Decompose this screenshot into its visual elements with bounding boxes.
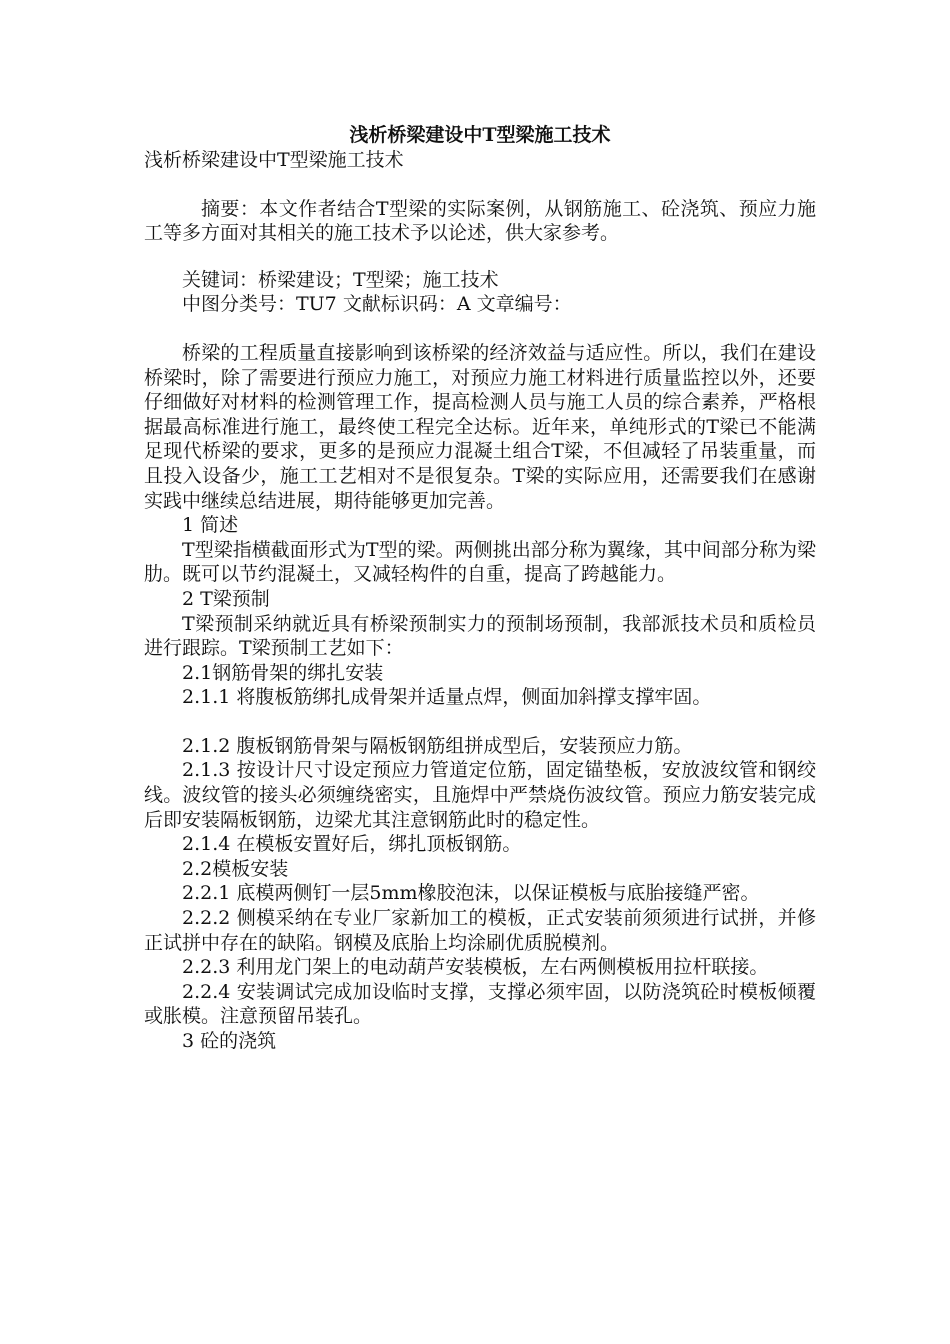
section-2-1-3-paragraph: 2.1.3 按设计尺寸设定预应力管道定位筋，固定锚垫板，安放波纹管和钢绞线。波纹管的接头必须缠绕密实，且施焊中严禁烧伤波纹管。预应力筋安装完成后即安装隔板钢筋，边梁尤其注意钢筋此时的稳定性。	[144, 759, 816, 831]
section-2-1-2-paragraph: 2.1.2 腹板钢筋骨架与隔板钢筋组拼成型后，安装预应力筋。	[182, 734, 693, 757]
document-subtitle: 浅析桥梁建设中T型梁施工技术	[144, 149, 404, 171]
section-2-2-3-paragraph: 2.2.3 利用龙门架上的电动葫芦安装模板，左右两侧模板用拉杆联接。	[182, 956, 769, 979]
keywords-line: 关键词：桥梁建设；T型梁；施工技术	[182, 268, 499, 291]
section-2-1-4-paragraph: 2.1.4 在模板安置好后，绑扎顶板钢筋。	[182, 833, 522, 856]
section-1-heading: 1 简述	[182, 514, 239, 537]
section-2-heading: 2 T梁预制	[182, 587, 270, 610]
section-3-heading: 3 砼的浇筑	[182, 1030, 277, 1052]
section-2-2-1-paragraph: 2.2.1 底模两侧钉一层5mm橡胶泡沫，以保证模板与底胎接缝严密。	[182, 882, 760, 905]
section-2-1-1-paragraph: 2.1.1 将腹板筋绑扎成骨架并适量点焊，侧面加斜撑支撑牢固。	[182, 686, 712, 709]
section-2-paragraph: T梁预制采纳就近具有桥梁预制实力的预制场预制，我部派技术员和质检员进行跟踪。T梁预制工艺如下：	[144, 612, 816, 660]
section-2-2-4-paragraph: 2.2.4 安装调试完成加设临时支撑，支撑必须牢固，以防浇筑砼时模板倾覆或胀模。注意预留吊装孔。	[144, 980, 816, 1028]
classification-line: 中图分类号：TU7 文献标识码：A 文章编号：	[182, 293, 572, 316]
abstract-paragraph: 摘要：本文作者结合T型梁的实际案例，从钢筋施工、砼浇筑、预应力施工等多方面对其相关的施工技术予以论述，供大家参考。	[144, 197, 816, 245]
section-2-2-2-paragraph: 2.2.2 侧模采纳在专业厂家新加工的模板，正式安装前须须进行试拼，并修正试拼中存在的缺陷。钢模及底胎上均涂刷优质脱模剂。	[144, 907, 816, 954]
document-title: 浅析桥梁建设中T型梁施工技术	[349, 124, 611, 146]
section-1-paragraph: T型梁指横截面形式为T型的梁。两侧挑出部分称为翼缘，其中间部分称为梁肋。既可以节约混凝土，又减轻构件的自重，提高了跨越能力。	[144, 538, 816, 586]
intro-paragraph: 桥梁的工程质量直接影响到该桥梁的经济效益与适应性。所以，我们在建设桥梁时，除了需要进行预应力施工，对预应力施工材料进行质量监控以外，还要仔细做好对材料的检测管理工作，提高检测人员与施工人员的综合素养，严格根据最高标准进行施工，最终使工程完全达标。近年来，单纯形式的T梁已不能满足现代桥梁的要求，更多的是预应力混凝土组合T梁，不但减轻了吊装重量，而且投入设备少，施工工艺相对不是很复杂。T梁的实际应用，还需要我们在感谢实践中继续总结进展，期待能够更加完善。	[144, 341, 816, 512]
section-2-1-heading: 2.1钢筋骨架的绑扎安装	[182, 661, 384, 684]
section-2-2-heading: 2.2模板安装	[182, 857, 289, 880]
document-body	[144, 122, 816, 1054]
